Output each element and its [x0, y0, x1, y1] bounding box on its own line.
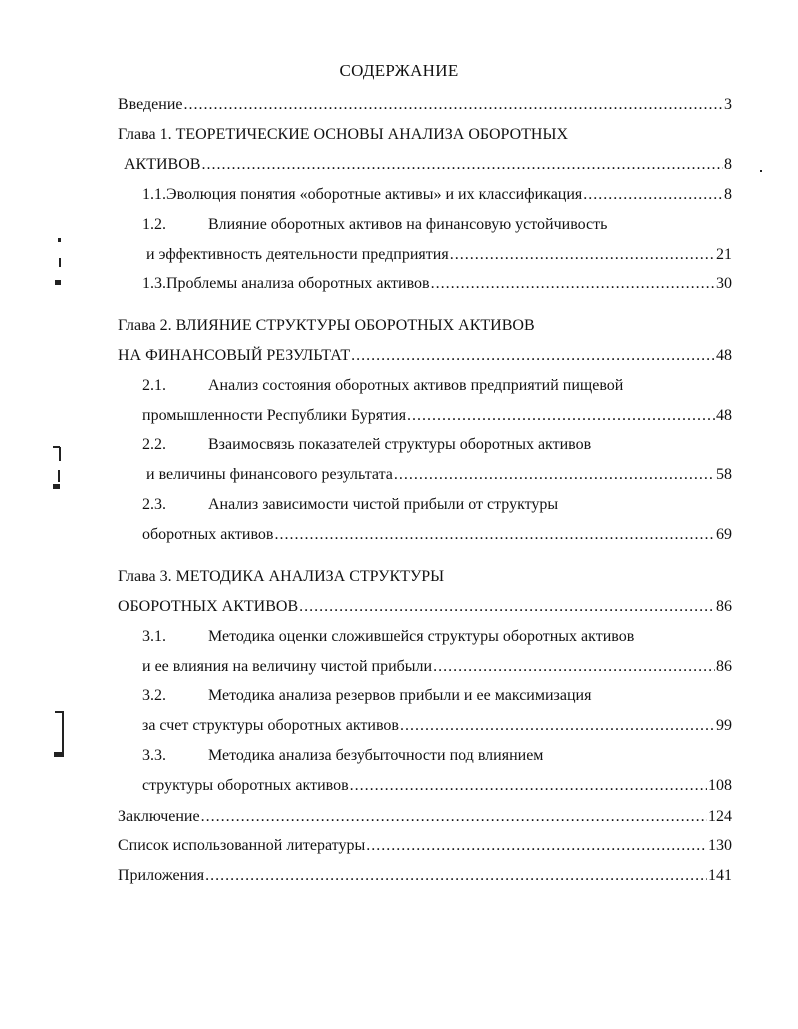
page-number: 69 [716, 526, 732, 543]
chapter-1-title: Глава 1. ТЕОРЕТИЧЕСКИЕ ОСНОВЫ АНАЛИЗА ОБОРОТНЫХ [118, 126, 568, 143]
section-2-1-title: 2.1. Анализ состояния оборотных активов предприятий пищевой [142, 375, 623, 397]
section-number: 3.2. [142, 687, 166, 704]
section-1-2-title: 1.2. Влияние оборотных активов на финансовую устойчивость [142, 214, 607, 236]
toc-entry-chapter-3: ОБОРОТНЫХ АКТИВОВ ..... 86 [118, 596, 732, 618]
toc-entry-3-3: структуры оборотных активов ..... 108 [142, 775, 732, 797]
toc-entry-references: Список использованной литературы ..... 130 [118, 835, 732, 857]
section-number: 2.2. [142, 436, 166, 453]
page-number: 99 [716, 717, 732, 734]
section-3-1-title: 3.1. Методика оценки сложившейся структуры оборотных активов [142, 626, 634, 648]
toc-entry-appendix: Приложения ..... 141 [118, 865, 732, 887]
section-3-3-title: 3.3. Методика анализа безубыточности под влиянием [142, 745, 543, 767]
page-number: 48 [716, 407, 732, 424]
page-number: 86 [716, 658, 732, 675]
page-number: 8 [724, 186, 732, 203]
page-number: 124 [708, 808, 732, 825]
section-number: 2.3. [142, 496, 166, 513]
toc-entry-2-1: промышленности Республики Бурятия ..... 48 [142, 405, 732, 427]
toc-entry-1-3: 1.3. Проблемы анализа оборотных активов ..... 30 [142, 273, 732, 295]
section-number: 1.1. [142, 186, 166, 203]
page-number: 8 [724, 156, 732, 173]
toc-entry-1-2: и эффективность деятельности предприятия ..... 21 [146, 244, 732, 266]
page-number: 58 [716, 466, 732, 483]
toc-entry-conclusion: Заключение ..... 124 [118, 806, 732, 828]
page-number: 21 [716, 246, 732, 263]
page-number: 48 [716, 347, 732, 364]
toc-entry-introduction: Введение ..... 3 [118, 94, 732, 116]
chapter-3-title: Глава 3. МЕТОДИКА АНАЛИЗА СТРУКТУРЫ [118, 568, 445, 585]
toc-entry-3-2: за счет структуры оборотных активов ..... 99 [142, 715, 732, 737]
section-number: 3.3. [142, 747, 166, 764]
toc-entry-1-1: 1.1. Эволюция понятия «оборотные активы» и их классификация ..... 8 [142, 184, 732, 206]
page-number: 86 [716, 598, 732, 615]
chapter-2-title: Глава 2. ВЛИЯНИЕ СТРУКТУРЫ ОБОРОТНЫХ АКТИВОВ [118, 317, 535, 334]
page-number: 130 [708, 837, 732, 854]
section-number: 2.1. [142, 377, 166, 394]
toc-entry-2-3: оборотных активов ..... 69 [142, 524, 732, 546]
toc-entry-chapter-2: НА ФИНАНСОВЫЙ РЕЗУЛЬТАТ ..... 48 [118, 345, 732, 367]
page-title: СОДЕРЖАНИЕ [339, 61, 459, 80]
section-number: 1.2. [142, 216, 166, 233]
page-number: 3 [724, 96, 732, 113]
section-2-2-title: 2.2. Взаимосвязь показателей структуры оборотных активов [142, 434, 591, 456]
section-3-2-title: 3.2. Методика анализа резервов прибыли и ее максимизация [142, 685, 591, 707]
toc-entry-3-1: и ее влияния на величину чистой прибыли ..... 86 [142, 656, 732, 678]
section-2-3-title: 2.3. Анализ зависимости чистой прибыли от структуры [142, 494, 558, 516]
toc-entry-chapter-1: АКТИВОВ ..... 8 [124, 154, 732, 176]
page-number: 141 [708, 867, 732, 884]
section-number: 1.3. [142, 275, 166, 292]
section-number: 3.1. [142, 628, 166, 645]
toc-entry-2-2: и величины финансового результата ..... 58 [146, 464, 732, 486]
page-number: 108 [708, 777, 732, 794]
page-number: 30 [716, 275, 732, 292]
